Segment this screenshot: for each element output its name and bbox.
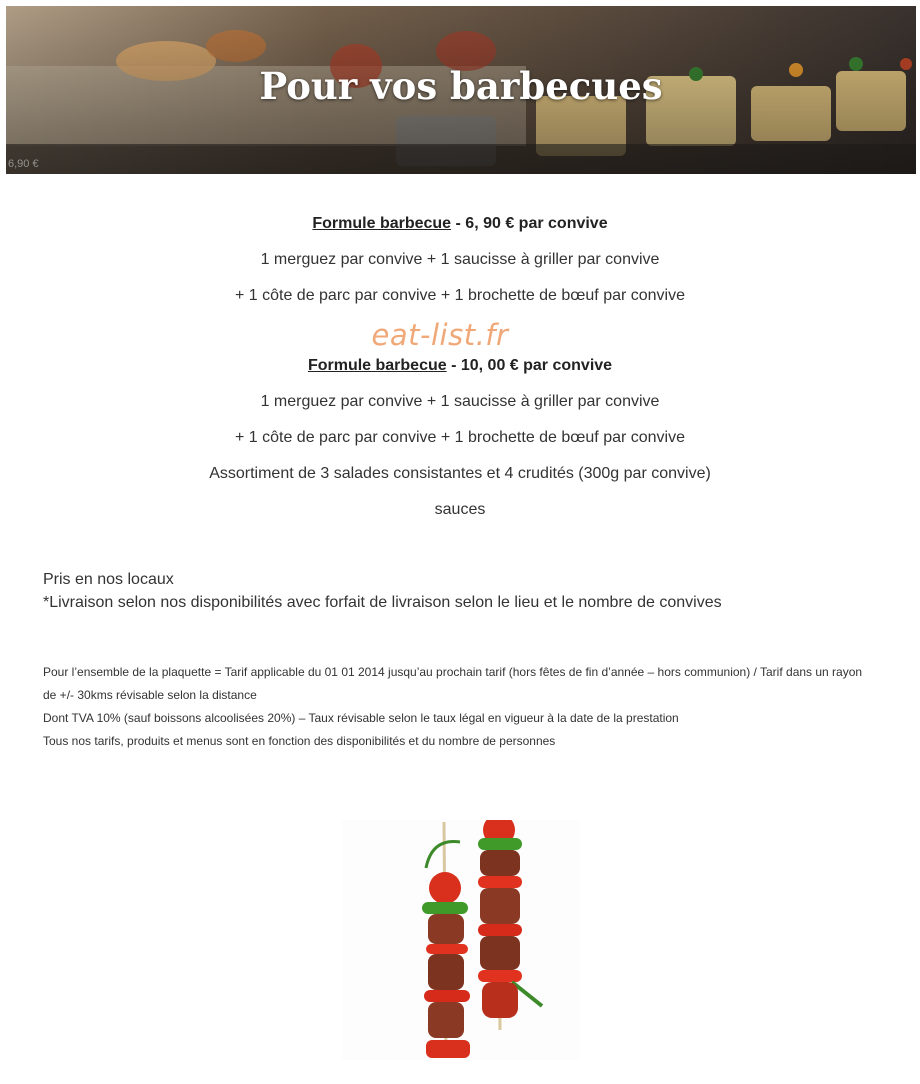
watermark: eat-list.fr [371, 318, 509, 352]
formula-1-name: Formule barbecue [312, 215, 452, 232]
formula-1-heading [0, 206, 920, 242]
fine-print-line: Dont TVA 10% (sauf boissons alcoolisées 20%) – Taux révisable selon le taux légal en vigueur à la date de la prestation [43, 711, 679, 725]
formula-2-line: 1 merguez par convive + 1 saucisse à griller par convive [260, 393, 660, 410]
page-title: Pour vos barbecues [259, 64, 663, 108]
formula-2-line: Assortiment de 3 salades consistantes et 4 crudités (300g par convive) [209, 465, 711, 482]
formula-1-line: + 1 côte de parc par convive + 1 brochette de bœuf par convive [234, 287, 686, 304]
formula-2-price: - 10, 00 € par convive [446, 357, 613, 374]
fine-print-line: Pour l’ensemble de la plaquette = Tarif applicable du 01 01 2014 jusqu’au prochain tarif (hors fêtes de fin d’année – hors communion) / Tarif dans un rayon de +/- 30kms révisable selon la distance [43, 665, 863, 702]
fine-print [43, 661, 863, 753]
hero-banner [6, 6, 916, 174]
hero-corner-text: 6,90 € [8, 158, 39, 170]
formula-1-line: 1 merguez par convive + 1 saucisse à griller par convive [260, 251, 660, 268]
pickup-text: Pris en nos locaux [43, 571, 174, 588]
formula-1 [0, 206, 920, 314]
skewer-photo [342, 820, 580, 1060]
formula-2-name: Formule barbecue [307, 357, 447, 374]
delivery-text: *Livraison selon nos disponibilités avec forfait de livraison selon le lieu et le nombre de convives [43, 594, 722, 611]
skewer-illustration [342, 820, 580, 1060]
fine-print-line: Tous nos tarifs, produits et menus sont en fonction des disponibilités et du nombre de personnes [43, 734, 556, 748]
delivery-info [43, 568, 722, 614]
formula-1-price: - 6, 90 € par convive [451, 215, 608, 232]
formula-2-line: sauces [434, 501, 486, 518]
formula-2 [0, 348, 920, 528]
formula-2-line: + 1 côte de parc par convive + 1 brochette de bœuf par convive [234, 429, 686, 446]
formula-2-heading [0, 348, 920, 384]
